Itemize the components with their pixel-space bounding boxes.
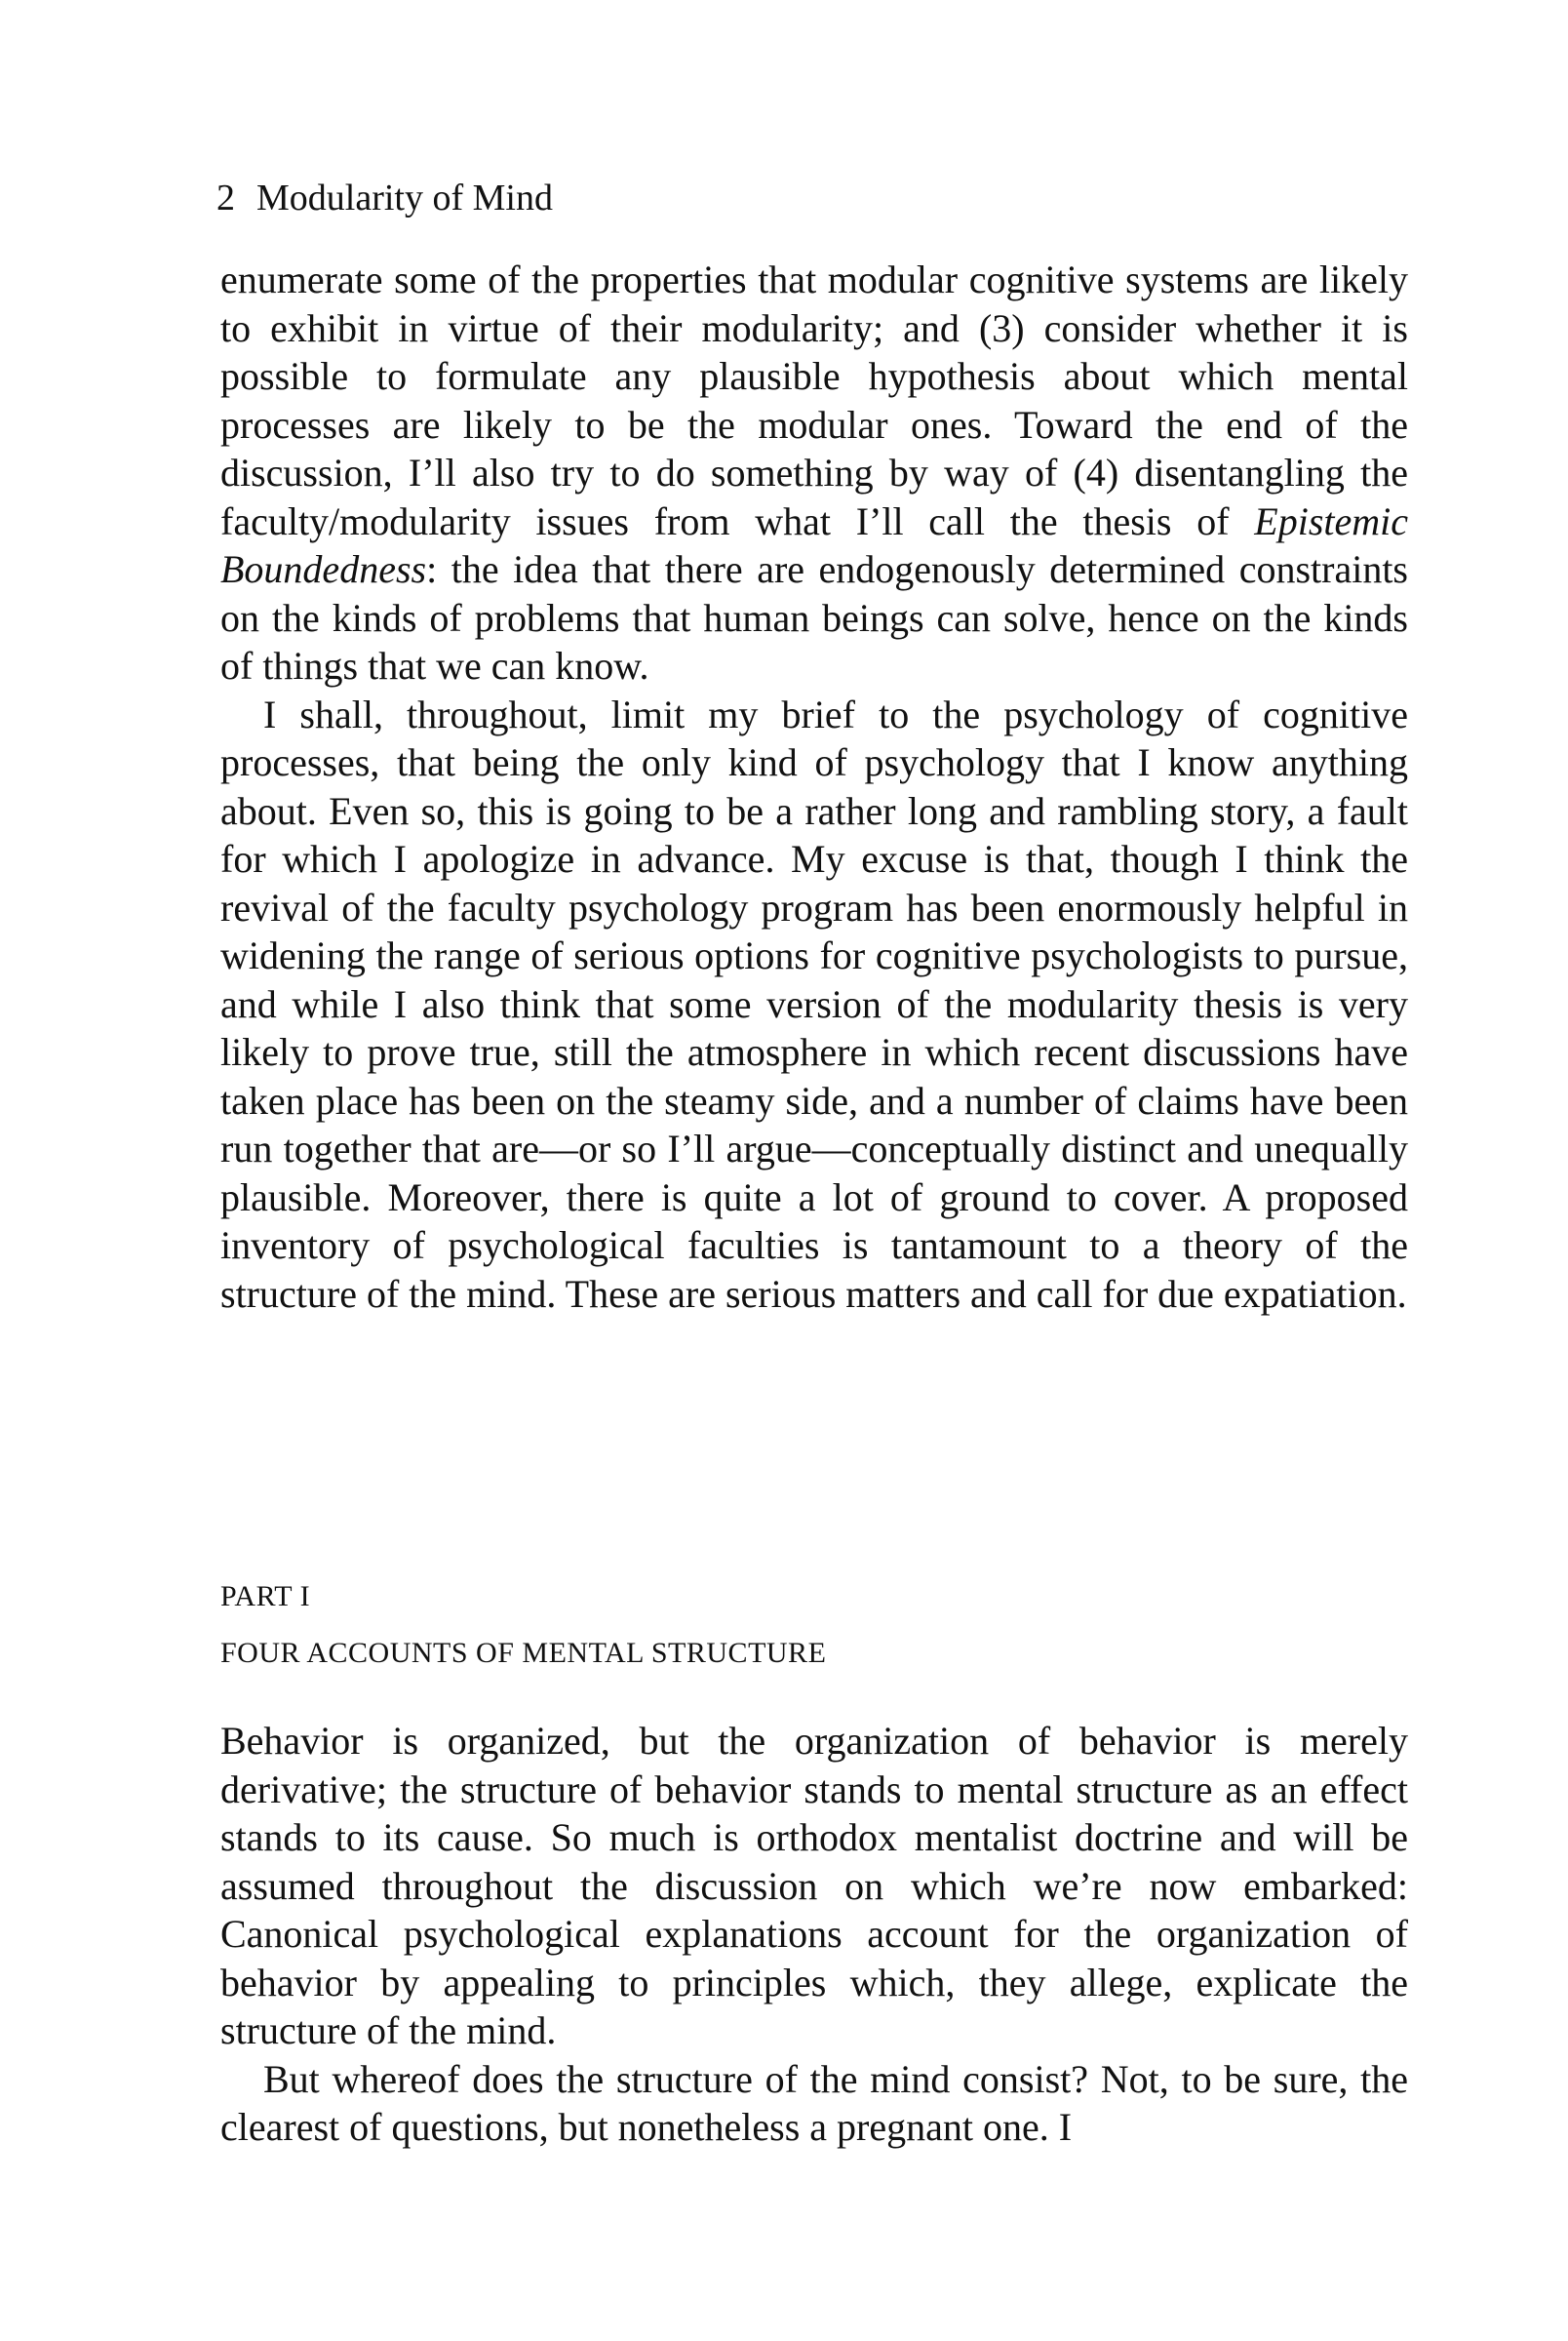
intro-paragraph-1 xyxy=(220,256,1408,691)
part-paragraph-2: But whereof does the structure of the mind consist? Not, to be sure, the clearest of questions, but nonetheless a pregnant one. I xyxy=(220,2056,1408,2149)
part-title: FOUR ACCOUNTS OF MENTAL STRUCTURE xyxy=(220,1637,827,1669)
running-title: Modularity of Mind xyxy=(256,178,553,218)
part-label: PART I xyxy=(220,1580,311,1612)
paragraph-text: enumerate some of the properties that modular cognitive systems are likely to exhibit in virtue of their modularity; and (3) consider whether it is possible to formulate any plausible hypothesis about which mental processes are likely to be the modular ones. Toward the end of the discussion, I’ll also try to do something by way of (4) disentangling the faculty/modularity issues from what I’ll call the thesis of xyxy=(220,258,1408,543)
page-number: 2 xyxy=(216,178,235,218)
intro-paragraph-2: I shall, throughout, limit my brief to the psychology of cognitive processes, that being the only kind of psychology that I know anything about. Even so, this is going to be a rather long and rambling story, a fault for which I apologize in advance. My excuse is that, though I think the revival of the faculty psychology program has been enormously helpful in widening the range of serious options for cognitive psychologists to pursue, and while I also think that some version of the modularity thesis is very likely to prove true, still the atmosphere in which recent discussions have taken place has been on the steamy side, and a number of claims have been run together that are—or so I’ll argue—conceptually distinct and unequally plausible. Moreover, there is quite a lot of ground to cover. A proposed inventory of psychological faculties is tantamount to a theory of the structure of the mind. These are serious matters and call for due expatiation. xyxy=(220,692,1408,1316)
part-paragraph-1: Behavior is organized, but the organization of behavior is merely derivative; the structure of behavior stands to mental structure as an effect stands to its cause. So much is orthodox mentalist doctrine and will be assumed throughout the discussion on which we’re now embarked: Canonical psychological explanations account for the organization of behavior by appealing to principles which, they allege, explicate the structure of the mind. xyxy=(220,1719,1408,2052)
intro-text xyxy=(220,256,1408,1318)
paragraph-text: : the idea that there are endogenously determined constraints on the kinds of problems that human beings can solve, hence on the kinds of things that we can know. xyxy=(220,547,1408,688)
part-body-text xyxy=(220,1717,1408,2152)
running-head xyxy=(216,174,553,222)
part-heading xyxy=(220,1568,826,1682)
emphasized-term: Epistemic Boundedness xyxy=(220,498,1408,591)
